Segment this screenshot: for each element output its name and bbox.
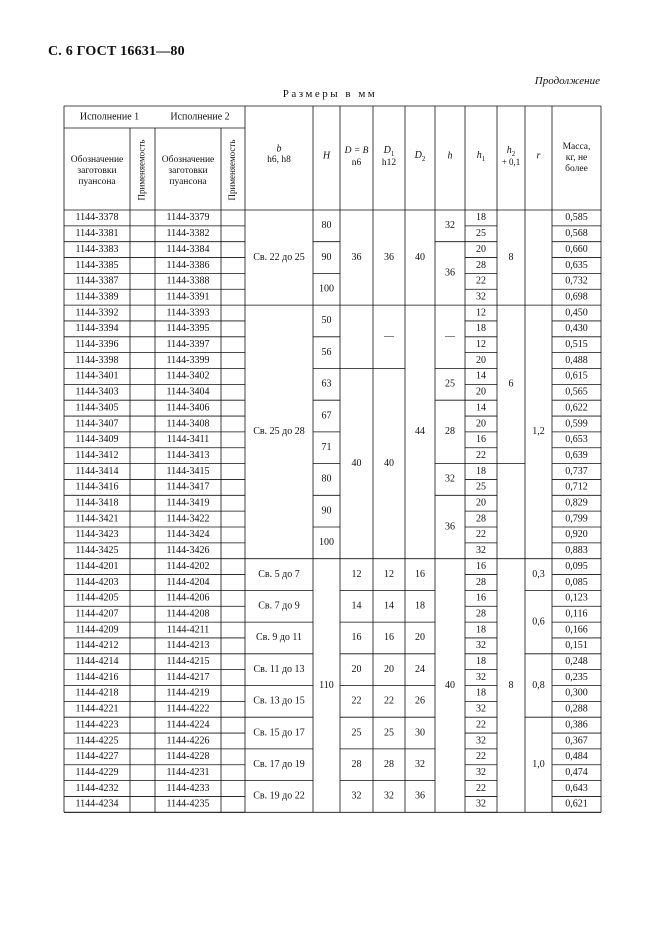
- h1-value: 20: [476, 418, 486, 430]
- header-designation1: заготовки: [77, 166, 117, 177]
- b-value: Св. 11 до 13: [253, 663, 305, 675]
- code-exec1: 1144-4201: [75, 560, 119, 572]
- code-exec1: 1144-3414: [75, 465, 119, 477]
- D2-value: 44: [415, 426, 425, 438]
- D1-value: 14: [384, 600, 394, 612]
- header-D2: $D_2$: [414, 150, 426, 163]
- h1-value: 25: [476, 481, 486, 493]
- h1-value: 18: [476, 656, 486, 668]
- h1-value: 32: [476, 291, 486, 303]
- h-value: 32: [445, 220, 455, 232]
- h1-value: 12: [476, 339, 486, 351]
- h1-value: 16: [476, 560, 486, 572]
- D-B-value: 36: [351, 251, 362, 263]
- h1-value: 22: [476, 782, 486, 794]
- h1-value: 22: [476, 751, 486, 763]
- mass-value: 0,367: [565, 735, 588, 747]
- H-value: 80: [321, 220, 332, 232]
- H-value: 110: [319, 679, 334, 691]
- code-exec1: 1144-3394: [75, 323, 119, 335]
- mass-value: 0,599: [565, 418, 588, 430]
- code-exec2: 1144-3388: [166, 275, 210, 287]
- D1-value: 36: [384, 251, 394, 263]
- h1-value: 32: [476, 735, 486, 747]
- D2-value: 24: [415, 663, 425, 675]
- mass-value: 0,920: [565, 529, 588, 541]
- code-exec1: 1144-3409: [75, 434, 119, 446]
- code-exec2: 1144-3415: [166, 465, 210, 477]
- D-B-value: 32: [351, 790, 362, 802]
- code-exec2: 1144-4204: [166, 576, 210, 588]
- code-exec2: 1144-3411: [166, 434, 210, 446]
- mass-value: 0,288: [565, 703, 588, 715]
- h2-value: 6: [508, 378, 514, 390]
- h1-value: 22: [476, 719, 486, 731]
- D2-value: 40: [415, 251, 425, 263]
- code-exec2: 1144-4208: [166, 608, 210, 620]
- h1-value: 32: [476, 798, 486, 810]
- h1-value: 14: [476, 402, 486, 414]
- code-exec1: 1144-3423: [75, 529, 119, 541]
- h-value: 36: [445, 521, 455, 533]
- h1-value: 20: [476, 497, 486, 509]
- h1-value: 22: [476, 449, 486, 461]
- D2-value: 36: [415, 790, 425, 802]
- code-exec2: 1144-4217: [166, 671, 210, 683]
- code-exec1: 1144-3416: [75, 481, 119, 493]
- mass-value: 0,737: [565, 465, 588, 477]
- header-mass: Масса,: [562, 142, 591, 153]
- code-exec2: 1144-4228: [166, 751, 210, 763]
- D2-value: 32: [415, 759, 425, 771]
- header-applicability1: Применяемость: [136, 139, 147, 201]
- h2-value: 8: [508, 679, 514, 691]
- header-designation1: Обозначение: [70, 155, 124, 166]
- H-value: 50: [321, 315, 332, 327]
- mass-value: 0,386: [565, 719, 588, 731]
- h1-value: 16: [476, 434, 486, 446]
- mass-value: 0,585: [565, 212, 588, 224]
- code-exec1: 1144-4207: [75, 608, 119, 620]
- D-B-value: 25: [351, 727, 362, 739]
- code-exec2: 1144-3417: [166, 481, 210, 493]
- continued-label: Продолжение: [534, 75, 600, 87]
- r-value: 0,8: [532, 679, 545, 691]
- b-value: Св. 5 до 7: [258, 568, 300, 580]
- h1-value: 28: [476, 513, 486, 525]
- header-b: b: [276, 143, 282, 155]
- H-value: 100: [319, 537, 334, 549]
- code-exec2: 1144-4202: [166, 560, 210, 572]
- h-value: 28: [445, 426, 455, 438]
- r-value: 0,3: [532, 568, 545, 580]
- H-value: 56: [321, 346, 332, 358]
- header-D-B: D = B: [344, 146, 369, 157]
- D1-value: 12: [384, 568, 394, 580]
- mass-value: 0,829: [565, 497, 588, 509]
- b-value: Св. 17 до 19: [253, 759, 305, 771]
- h-value: 32: [445, 473, 455, 485]
- mass-value: 0,712: [565, 481, 588, 493]
- code-exec2: 1144-3382: [166, 228, 210, 240]
- D1-value: 16: [384, 632, 394, 644]
- code-exec1: 1144-3387: [75, 275, 119, 287]
- code-exec2: 1144-4206: [166, 592, 210, 604]
- mass-value: 0,166: [565, 624, 588, 636]
- code-exec2: 1144-3422: [166, 513, 210, 525]
- code-exec1: 1144-3425: [75, 545, 119, 557]
- code-exec2: 1144-3395: [166, 323, 210, 335]
- code-exec2: 1144-3399: [166, 354, 210, 366]
- mass-value: 0,515: [565, 339, 588, 351]
- D2-value: 20: [415, 632, 425, 644]
- header-execution2: Исполнение 2: [170, 111, 230, 123]
- D2-value: 16: [415, 568, 425, 580]
- mass-value: 0,430: [565, 323, 588, 335]
- code-exec2: 1144-4213: [166, 640, 210, 652]
- code-exec2: 1144-4224: [166, 719, 210, 731]
- H-value: 63: [321, 378, 332, 390]
- mass-value: 0,732: [565, 275, 588, 287]
- code-exec2: 1144-3397: [166, 339, 210, 351]
- mass-value: 0,660: [565, 243, 588, 255]
- code-exec2: 1144-3386: [166, 259, 210, 271]
- code-exec2: 1144-3391: [166, 291, 210, 303]
- header-h2: $h_2$: [506, 145, 516, 158]
- D1-value: 22: [384, 695, 394, 707]
- mass-value: 0,085: [565, 576, 588, 588]
- code-exec2: 1144-4231: [166, 766, 210, 778]
- b-value: Св. 9 до 11: [255, 632, 303, 644]
- h1-value: 28: [476, 576, 486, 588]
- mass-value: 0,643: [565, 782, 588, 794]
- h1-value: 28: [476, 259, 486, 271]
- code-exec1: 1144-3378: [75, 212, 119, 224]
- code-exec1: 1144-3403: [75, 386, 119, 398]
- code-exec1: 1144-3401: [75, 370, 119, 382]
- mass-value: 0,095: [565, 560, 588, 572]
- h1-value: 32: [476, 671, 486, 683]
- mass-value: 0,621: [565, 798, 588, 810]
- header-applicability2: Применяемость: [227, 139, 238, 201]
- code-exec1: 1144-4214: [75, 656, 119, 668]
- b-value: Св. 25 до 28: [253, 426, 305, 438]
- code-exec1: 1144-3398: [75, 354, 119, 366]
- mass-value: 0,488: [565, 354, 588, 366]
- h1-value: 18: [476, 624, 486, 636]
- H-value: 90: [321, 505, 332, 517]
- header-r: r: [536, 150, 541, 162]
- code-exec1: 1144-4205: [75, 592, 119, 604]
- code-exec2: 1144-4226: [166, 735, 210, 747]
- h1-value: 18: [476, 323, 486, 335]
- code-exec1: 1144-4232: [75, 782, 119, 794]
- h1-value: 14: [476, 370, 486, 382]
- header-mass: кг, не: [565, 153, 588, 164]
- code-exec1: 1144-4223: [75, 719, 119, 731]
- code-exec2: 1144-3384: [166, 243, 210, 255]
- mass-value: 0,653: [565, 434, 588, 446]
- D2-value: 18: [415, 600, 425, 612]
- header-D1: $D_1$: [383, 145, 395, 158]
- H-value: 100: [319, 283, 334, 295]
- b-value: Св. 13 до 15: [253, 695, 305, 707]
- mass-value: 0,639: [565, 449, 588, 461]
- h-value: —: [445, 331, 455, 343]
- D1-value: 20: [384, 663, 394, 675]
- code-exec1: 1144-3396: [75, 339, 119, 351]
- dimensions-note: Размеры в мм: [282, 88, 378, 100]
- H-value: 71: [321, 442, 332, 454]
- header-designation2: Обозначение: [161, 155, 215, 166]
- D2-value: 30: [415, 727, 425, 739]
- code-exec1: 1144-3392: [75, 307, 119, 319]
- D-B-value: 28: [351, 759, 362, 771]
- h1-value: 25: [476, 228, 486, 240]
- D-B-value: 40: [351, 457, 362, 469]
- h1-value: 32: [476, 766, 486, 778]
- h1-value: 20: [476, 354, 486, 366]
- mass-value: 0,151: [565, 640, 588, 652]
- mass-value: 0,698: [565, 291, 588, 303]
- code-exec2: 1144-3413: [166, 449, 210, 461]
- header-execution1: Исполнение 1: [79, 111, 140, 123]
- header-b-tolerance: h6, h8: [267, 155, 291, 166]
- D2-value: 26: [415, 695, 425, 707]
- header-H: H: [322, 150, 331, 162]
- header-designation2: пуансона: [169, 177, 207, 188]
- code-exec2: 1144-3408: [166, 418, 210, 430]
- code-exec1: 1144-3385: [75, 259, 119, 271]
- code-exec1: 1144-4227: [75, 751, 119, 763]
- code-exec1: 1144-3381: [75, 228, 119, 240]
- header-designation2: заготовки: [168, 166, 208, 177]
- code-exec2: 1144-4233: [166, 782, 210, 794]
- code-exec1: 1144-4225: [75, 735, 119, 747]
- code-exec2: 1144-3393: [166, 307, 210, 319]
- h1-value: 22: [476, 275, 486, 287]
- H-value: 80: [321, 473, 332, 485]
- mass-value: 0,565: [565, 386, 588, 398]
- r-value: 1,0: [532, 759, 545, 771]
- D1-value: 32: [384, 790, 394, 802]
- code-exec1: 1144-3405: [75, 402, 119, 414]
- h1-value: 32: [476, 703, 486, 715]
- code-exec1: 1144-3421: [75, 513, 119, 525]
- h1-value: 18: [476, 212, 486, 224]
- b-value: Св. 19 до 22: [253, 790, 305, 802]
- h1-value: 16: [476, 592, 486, 604]
- code-exec1: 1144-3389: [75, 291, 119, 303]
- H-value: 90: [321, 251, 332, 263]
- h-value: 40: [445, 679, 455, 691]
- code-exec2: 1144-3419: [166, 497, 210, 509]
- mass-value: 0,235: [565, 671, 588, 683]
- code-exec2: 1144-3404: [166, 386, 210, 398]
- r-value: 0,6: [532, 616, 545, 628]
- D-B-value: 16: [351, 632, 362, 644]
- code-exec2: 1144-3379: [166, 212, 210, 224]
- code-exec1: 1144-3383: [75, 243, 119, 255]
- h1-value: 22: [476, 529, 486, 541]
- mass-value: 0,116: [565, 608, 588, 620]
- H-value: 67: [321, 410, 332, 422]
- D1-value: 25: [384, 727, 394, 739]
- code-exec2: 1144-3426: [166, 545, 210, 557]
- code-exec1: 1144-4229: [75, 766, 119, 778]
- code-exec1: 1144-4234: [75, 798, 119, 810]
- code-exec1: 1144-3412: [75, 449, 119, 461]
- D1-value: —: [384, 331, 394, 343]
- header-D1-tolerance: h12: [381, 158, 397, 169]
- code-exec2: 1144-4222: [166, 703, 210, 715]
- code-exec2: 1144-3406: [166, 402, 210, 414]
- mass-value: 0,568: [565, 228, 588, 240]
- mass-value: 0,474: [565, 766, 588, 778]
- b-value: Св. 15 до 17: [253, 727, 305, 739]
- r-value: 1,2: [532, 426, 545, 438]
- b-value: Св. 22 до 25: [253, 251, 305, 263]
- h1-value: 20: [476, 243, 486, 255]
- header-designation1: пуансона: [78, 177, 116, 188]
- mass-value: 0,622: [565, 402, 588, 414]
- code-exec1: 1144-4212: [75, 640, 119, 652]
- h1-value: 12: [476, 307, 486, 319]
- header-D-B-tolerance: n6: [351, 158, 362, 169]
- D1-value: 28: [384, 759, 394, 771]
- code-exec1: 1144-4218: [75, 687, 119, 699]
- header-h1: $h_1$: [476, 150, 486, 163]
- h2-value: 8: [508, 251, 514, 263]
- mass-value: 0,615: [565, 370, 588, 382]
- mass-value: 0,300: [565, 687, 588, 699]
- code-exec2: 1144-3402: [166, 370, 210, 382]
- mass-value: 0,799: [565, 513, 588, 525]
- header-h: h: [447, 150, 453, 162]
- mass-value: 0,123: [565, 592, 588, 604]
- h1-value: 18: [476, 465, 486, 477]
- h-value: 25: [445, 378, 455, 390]
- b-value: Св. 7 до 9: [258, 600, 300, 612]
- code-exec1: 1144-3407: [75, 418, 119, 430]
- mass-value: 0,248: [565, 656, 588, 668]
- h-value: 36: [445, 267, 455, 279]
- D-B-value: 14: [351, 600, 362, 612]
- mass-value: 0,635: [565, 259, 588, 271]
- D-B-value: 12: [351, 568, 362, 580]
- header-h2-tolerance: + 0,1: [501, 157, 521, 168]
- code-exec2: 1144-4235: [166, 798, 210, 810]
- h1-value: 32: [476, 640, 486, 652]
- page-header: С. 6 ГОСТ 16631—80: [48, 44, 185, 59]
- code-exec2: 1144-4211: [166, 624, 210, 636]
- code-exec2: 1144-4215: [166, 656, 210, 668]
- mass-value: 0,883: [565, 545, 588, 557]
- code-exec1: 1144-4203: [75, 576, 119, 588]
- D-B-value: 22: [351, 695, 362, 707]
- h1-value: 32: [476, 545, 486, 557]
- h1-value: 20: [476, 386, 486, 398]
- mass-value: 0,450: [565, 307, 588, 319]
- code-exec1: 1144-4221: [75, 703, 119, 715]
- code-exec1: 1144-4216: [75, 671, 119, 683]
- header-mass: более: [565, 164, 588, 175]
- h1-value: 18: [476, 687, 486, 699]
- code-exec2: 1144-4219: [166, 687, 210, 699]
- D1-value: 40: [384, 457, 394, 469]
- h1-value: 28: [476, 608, 486, 620]
- code-exec2: 1144-3424: [166, 529, 210, 541]
- mass-value: 0,484: [565, 751, 588, 763]
- code-exec1: 1144-4209: [75, 624, 119, 636]
- code-exec1: 1144-3418: [75, 497, 119, 509]
- D-B-value: 20: [351, 663, 362, 675]
